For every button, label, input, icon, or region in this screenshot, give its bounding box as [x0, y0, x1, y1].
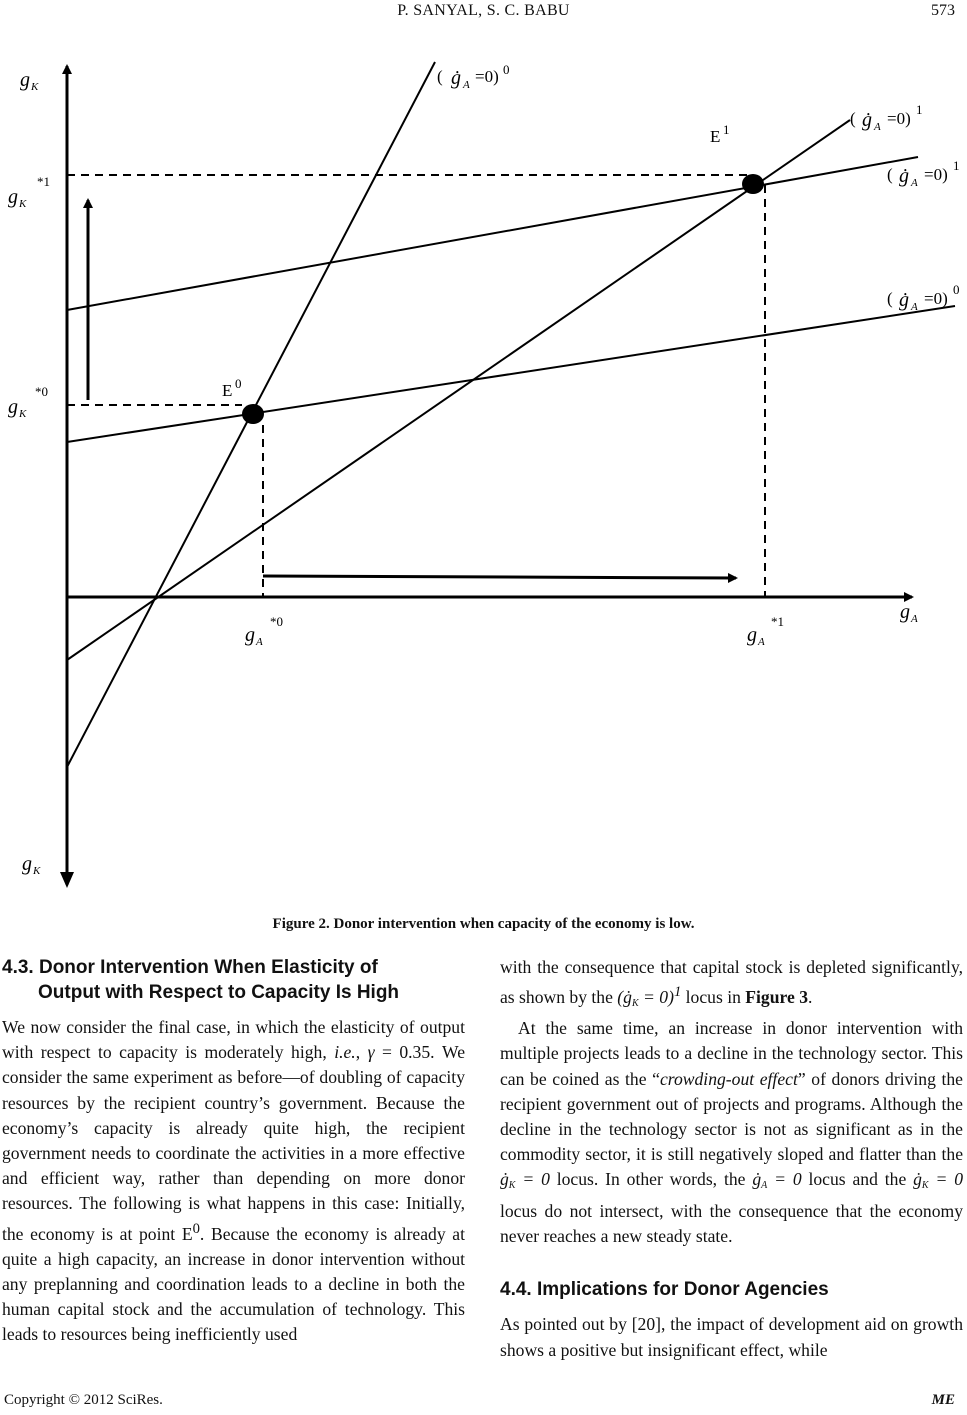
right-column — [500, 955, 963, 1363]
section-heading-4-3: 4.3. Donor Intervention When Elasticity of Output with Respect to Capacity Is High — [2, 957, 400, 1003]
svg-text:A: A — [256, 636, 263, 648]
svg-text:A: A — [911, 177, 918, 189]
svg-text:(: ( — [437, 67, 443, 86]
left-column — [2, 955, 465, 1348]
svg-text:1: 1 — [916, 102, 923, 117]
svg-text:A: A — [874, 121, 881, 133]
math-gK-zero-2: $ġ_K = 0$ — [913, 1169, 963, 1192]
paragraph-right-1: with the consequence that capital stock is depleted significantly, as shown by the $(ġ_K = 0)^1$ locus in Figure 3. — [500, 957, 963, 1010]
running-header: P. SANYAL, S. C. BABU — [397, 2, 570, 19]
svg-text:ġ: ġ — [899, 165, 909, 187]
svg-text:(: ( — [887, 165, 893, 184]
svg-text:g: g — [8, 186, 18, 208]
svg-text:g: g — [22, 853, 32, 875]
y-axis-bottom-label — [22, 853, 41, 877]
svg-text:*1: *1 — [771, 614, 784, 629]
svg-text:*1: *1 — [37, 174, 50, 189]
svg-text:ġ: ġ — [862, 109, 872, 131]
svg-text:g: g — [245, 624, 255, 646]
equilibrium-e1-dot — [742, 174, 764, 194]
svg-text:A: A — [758, 636, 765, 648]
svg-text:1: 1 — [723, 122, 730, 137]
math-gA-zero: $ġ_A = 0$ — [752, 1169, 802, 1192]
equilibrium-e0-dot — [242, 404, 264, 424]
locus-label-right-2 — [887, 158, 960, 189]
svg-text:g: g — [900, 601, 910, 623]
tick-gA-star0 — [245, 614, 283, 648]
svg-text:A: A — [911, 301, 918, 313]
svg-text:g: g — [8, 396, 18, 418]
svg-text:ġ: ġ — [899, 289, 909, 311]
paragraph-left-1: We now consider the final case, in which the elasticity of output with respect to capacity is moderately high, i.e., γ = 0.35. We consider the same experiment as before—of doubling of capacity resources by the recipient country’s government. Because the economy’s capacity is already quite high, the recipient government needs to coordinate the activities in a more effective and efficient way, rather than depending on more donor resources. The following is what happens in this case: Initially, the economy is at point $E^0$. Because the economy is already at quite a high capacity, an increase in donor intervention without any preplanning and coordination leads to a decline in both the human capital stock and the accumulation of technology. This leads to resources being inefficiently used — [2, 1017, 466, 1345]
svg-text:=0): =0) — [924, 289, 948, 308]
svg-text:*0: *0 — [270, 614, 283, 629]
journal-abbrev: ME — [931, 1392, 955, 1408]
label-e1 — [710, 122, 730, 146]
x-axis-label — [900, 601, 918, 625]
phase-diagram — [0, 30, 967, 910]
tick-gK-star0 — [8, 384, 48, 420]
svg-text:K: K — [19, 408, 27, 420]
shift-arrow-horizontal — [263, 576, 736, 578]
svg-text:=0): =0) — [887, 109, 911, 128]
svg-text:K: K — [33, 865, 41, 877]
svg-text:g: g — [747, 624, 757, 646]
locus-gA-dot-zero-1-flat — [67, 157, 918, 310]
figure-caption: Figure 2. Donor intervention when capacity of the economy is low. — [272, 916, 695, 932]
svg-text:(: ( — [850, 109, 856, 128]
paragraph-right-2: At the same time, an increase in donor intervention with multiple projects leads to a decline in the technology sector. This can be coined as the “crowding-out effect” of donors driving the recipient government out of projects and programs. Although the decline in the technology sector is not as significant as in the commodity sector, it is still negatively sloped and flatter than the $ġ_K = 0$ locus. In other words, the $ġ_A = 0$ locus and the $ġ_K = 0$ locus do not intersect, with the consequence that the economy never reaches a new steady state. — [500, 1018, 963, 1246]
svg-text:K: K — [19, 198, 27, 210]
svg-text:(: ( — [887, 289, 893, 308]
figure-reference: Figure 3 — [745, 987, 809, 1008]
label-e0 — [222, 376, 242, 400]
tick-gA-star1 — [747, 614, 784, 648]
svg-text:E: E — [222, 381, 233, 400]
locus-gA-dot-zero-0-flat — [67, 306, 955, 442]
svg-text:0: 0 — [235, 376, 242, 391]
svg-text:g: g — [20, 69, 30, 91]
svg-text:A: A — [463, 79, 470, 91]
paragraph-right-3: As pointed out by [20], the impact of development aid on growth shows a positive but insignificant effect, while — [500, 1314, 963, 1360]
svg-text:1: 1 — [953, 158, 960, 173]
y-axis-bottom-arrow — [60, 872, 74, 888]
svg-text:A: A — [911, 613, 918, 625]
svg-text:ġ: ġ — [451, 67, 461, 89]
svg-text:0: 0 — [503, 62, 510, 77]
svg-text:0: 0 — [953, 282, 960, 297]
svg-text:=0): =0) — [475, 67, 499, 86]
locus-label-top — [437, 62, 510, 91]
math-gK-zero-1: $ġ_K = 0$ — [500, 1169, 550, 1192]
svg-text:K: K — [31, 81, 39, 93]
page-number: 573 — [931, 2, 955, 19]
locus-label-right-3 — [887, 282, 960, 313]
svg-text:E: E — [710, 127, 721, 146]
locus-label-right-1 — [850, 102, 923, 133]
copyright-footer: Copyright © 2012 SciRes. — [4, 1392, 163, 1408]
y-axis-top-label — [20, 69, 39, 93]
svg-text:=0): =0) — [924, 165, 948, 184]
tick-gK-star1 — [8, 174, 50, 210]
math-gK-locus-1: $(ġ_K = 0)^1$ — [617, 984, 682, 1010]
svg-text:*0: *0 — [35, 384, 48, 399]
section-heading-4-4: 4.4. Implications for Donor Agencies — [500, 1279, 829, 1301]
